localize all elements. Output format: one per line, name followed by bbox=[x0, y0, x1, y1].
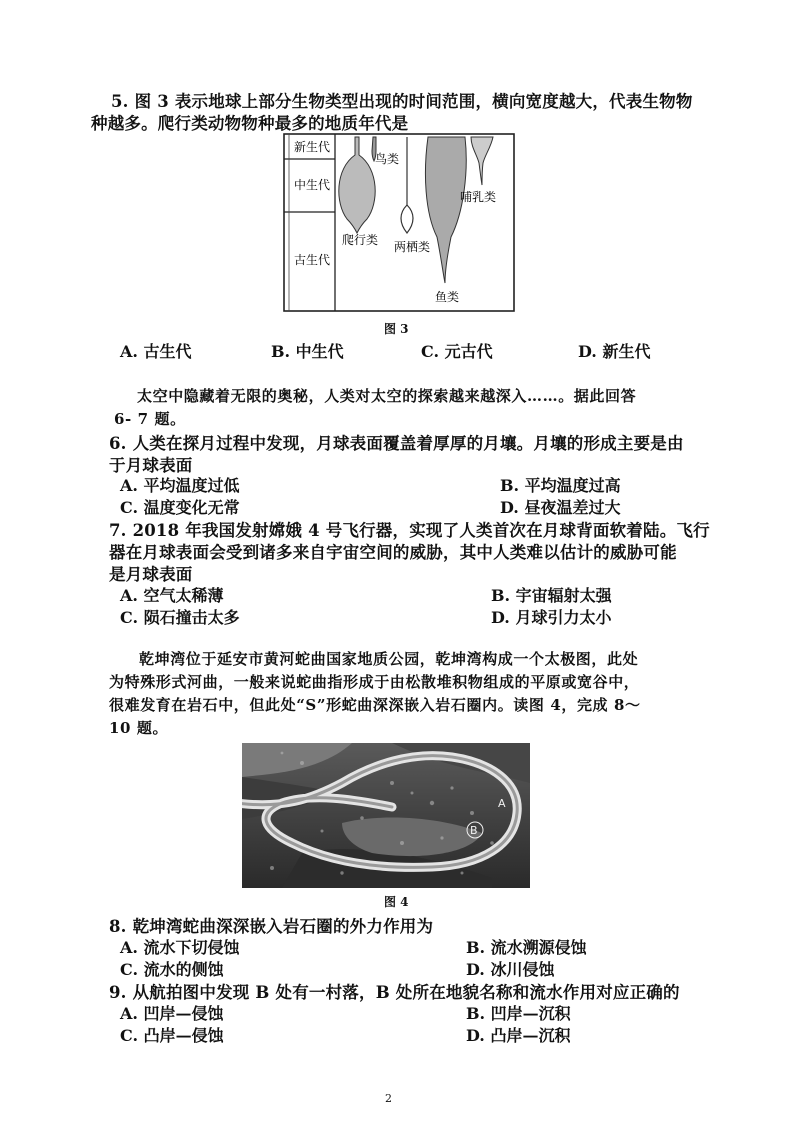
intro-8-10-line3: 很难发育在岩石中，但此处“S”形蛇曲深深嵌入岩石圈内。读图 4，完成 8～ bbox=[109, 696, 641, 714]
q5-line2: 种越多。爬行类动物物种最多的地质年代是 bbox=[91, 114, 409, 133]
q5-option-d[interactable]: D. 新生代 bbox=[578, 342, 651, 361]
q6-option-c[interactable]: C. 温度变化无常 bbox=[120, 498, 240, 517]
figure-4-caption: 图 4 bbox=[384, 895, 409, 909]
label-fish: 鱼类 bbox=[435, 290, 460, 304]
era-paleozoic: 古生代 bbox=[293, 253, 331, 267]
label-reptiles: 爬行类 bbox=[342, 233, 379, 247]
page-number: 2 bbox=[385, 1092, 392, 1105]
photo-label-a: A bbox=[498, 797, 506, 810]
figure-4-aerial-photo bbox=[242, 743, 530, 888]
q8-option-c[interactable]: C. 流水的侧蚀 bbox=[120, 960, 224, 979]
figure-3-caption: 图 3 bbox=[384, 322, 409, 336]
intro-8-10-line1: 乾坤湾位于延安市黄河蛇曲国家地质公园，乾坤湾构成一个太极图，此处 bbox=[139, 650, 639, 668]
q8-option-a[interactable]: A. 流水下切侵蚀 bbox=[120, 938, 240, 957]
q7-line1: 7. 2018 年我国发射嫦娥 4 号飞行器，实现了人类首次在月球背面软着陆。飞行 bbox=[109, 521, 710, 540]
q9-option-b[interactable]: B. 凹岸—沉积 bbox=[466, 1004, 571, 1023]
q8-option-d[interactable]: D. 冰川侵蚀 bbox=[466, 960, 555, 979]
label-mammals: 哺乳类 bbox=[460, 190, 497, 204]
q8-option-b[interactable]: B. 流水溯源侵蚀 bbox=[466, 938, 587, 957]
q8-line1: 8. 乾坤湾蛇曲深深嵌入岩石圈的外力作用为 bbox=[109, 917, 434, 936]
era-mesozoic: 中生代 bbox=[293, 178, 331, 192]
intro-6-7-line1: 太空中隐藏着无限的奥秘，人类对太空的探索越来越深入……。据此回答 bbox=[137, 387, 637, 405]
q5-option-b[interactable]: B. 中生代 bbox=[271, 342, 344, 361]
q5-option-c[interactable]: C. 元古代 bbox=[421, 342, 493, 361]
q6-line2: 于月球表面 bbox=[109, 456, 193, 475]
label-amphibians: 两栖类 bbox=[394, 240, 431, 254]
q9-option-a[interactable]: A. 凹岸—侵蚀 bbox=[120, 1004, 224, 1023]
q6-line1: 6. 人类在探月过程中发现，月球表面覆盖着厚厚的月壤。月壤的形成主要是由 bbox=[109, 434, 684, 453]
q7-line2: 器在月球表面会受到诸多来自宇宙空间的威胁，其中人类难以估计的威胁可能 bbox=[109, 543, 677, 562]
intro-8-10-line2: 为特殊形式河曲，一般来说蛇曲指形成于由松散堆积物组成的平原或宽谷中， bbox=[109, 673, 640, 691]
q7-option-b[interactable]: B. 宇宙辐射太强 bbox=[491, 586, 612, 605]
q7-option-a[interactable]: A. 空气太稀薄 bbox=[120, 586, 224, 605]
photo-label-b: B bbox=[470, 824, 478, 837]
q7-line3: 是月球表面 bbox=[109, 565, 193, 584]
q7-option-d[interactable]: D. 月球引力太小 bbox=[491, 608, 612, 627]
q6-option-a[interactable]: A. 平均温度过低 bbox=[120, 476, 240, 495]
q6-option-b[interactable]: B. 平均温度过高 bbox=[500, 476, 621, 495]
intro-8-10-line4: 10 题。 bbox=[109, 719, 169, 737]
q7-option-c[interactable]: C. 陨石撞击太多 bbox=[120, 608, 240, 627]
q9-line1: 9. 从航拍图中发现 B 处有一村落，B 处所在地貌名称和流水作用对应正确的 bbox=[109, 983, 680, 1002]
q9-option-c[interactable]: C. 凸岸—侵蚀 bbox=[120, 1026, 224, 1045]
q5-option-a[interactable]: A. 古生代 bbox=[120, 342, 192, 361]
q9-option-d[interactable]: D. 凸岸—沉积 bbox=[466, 1026, 571, 1045]
era-cenozoic: 新生代 bbox=[293, 140, 331, 154]
q5-line1: 5. 图 3 表示地球上部分生物类型出现的时间范围，横向宽度越大，代表生物物 bbox=[111, 92, 693, 111]
intro-6-7-line2: 6- 7 题。 bbox=[114, 410, 186, 428]
figure-3-geologic-chart bbox=[283, 133, 516, 313]
q6-option-d[interactable]: D. 昼夜温差过大 bbox=[500, 498, 621, 517]
label-birds: 鸟类 bbox=[375, 152, 400, 166]
